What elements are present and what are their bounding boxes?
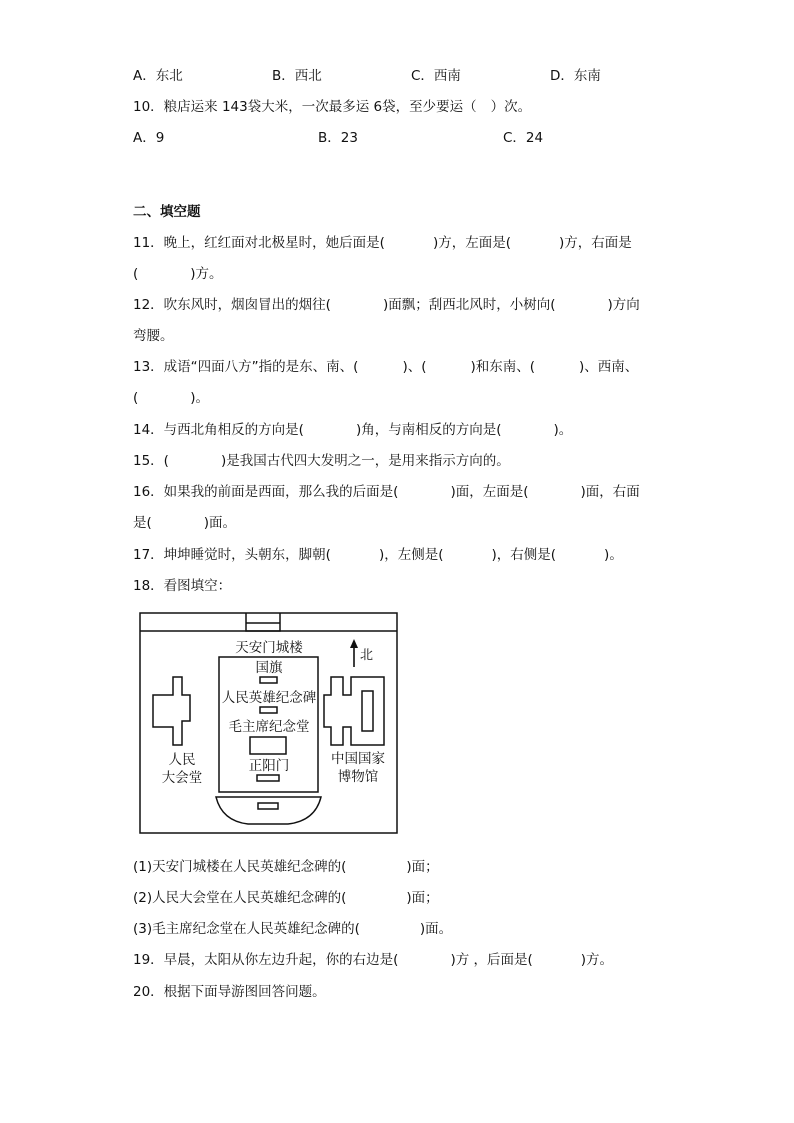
- label-great-hall-line2: 大会堂: [161, 770, 203, 786]
- label-monument: 人民英雄纪念碑: [221, 690, 317, 706]
- flag-marker: [260, 677, 277, 683]
- zhengyangmen-marker: [257, 775, 279, 781]
- museum-building: [324, 677, 384, 745]
- q13-line1: 13．成语“四面八方”指的是东、南、( )、( )和东南、( )、西南、: [133, 359, 639, 375]
- q10-stem: 10．粮店运来 143袋大米，一次最多运 6袋，至少要运（ ）次。: [133, 99, 532, 115]
- q17: 17．坤坤睡觉时，头朝东，脚朝( )，左侧是( )，右侧是( )。: [133, 547, 623, 563]
- q12-line2: 弯腰。: [133, 328, 174, 344]
- label-great-hall-line1: 人民: [168, 752, 196, 768]
- q15: 15．( )是我国古代四大发明之一，是用来指示方向的。: [133, 453, 510, 469]
- q11-line1: 11．晚上，红红面对北极星时，她后面是( )方，左面是( )方，右面是: [133, 235, 632, 251]
- q9-option-c: C．西南: [411, 68, 461, 84]
- label-museum-line2: 博物馆: [337, 769, 379, 785]
- q9-option-d: D．东南: [550, 68, 601, 84]
- label-flag: 国旗: [255, 660, 283, 676]
- south-gate-area: [216, 797, 321, 824]
- q18-sub2: (2)人民大会堂在人民英雄纪念碑的( )面；: [133, 890, 439, 906]
- label-tiananmen: 天安门城楼: [235, 640, 303, 656]
- q16-line2: 是( )面。: [133, 515, 237, 531]
- q14: 14．与西北角相反的方向是( )角，与南相反的方向是( )。: [133, 422, 573, 438]
- q18-stem: 18．看图填空：: [133, 578, 232, 594]
- q13-line2: ( )。: [133, 390, 210, 406]
- label-zhengyangmen: 正阳门: [248, 758, 290, 774]
- q10-option-a: A．9: [133, 130, 165, 146]
- museum-courtyard: [362, 691, 373, 731]
- q16-line1: 16．如果我的前面是西面，那么我的后面是( )面，左面是( )面，右面: [133, 484, 640, 500]
- q11-line2: ( )方。: [133, 266, 223, 282]
- mausoleum-marker: [250, 737, 286, 754]
- q18-sub1: (1)天安门城楼在人民英雄纪念碑的( )面；: [133, 859, 439, 875]
- label-mausoleum: 毛主席纪念堂: [228, 719, 310, 735]
- q9-option-a: A．东北: [133, 68, 183, 84]
- arrow-tower-marker: [258, 803, 278, 809]
- q9-option-b: B．西北: [272, 68, 322, 84]
- q20-stem: 20．根据下面导游图回答问题。: [133, 984, 326, 1000]
- q12-line1: 12．吹东风时，烟囱冒出的烟往( )面飘；刮西北风时，小树向( )方向: [133, 297, 640, 313]
- q10-option-c: C．24: [503, 130, 544, 146]
- label-museum-line1: 中国国家: [331, 751, 385, 767]
- q19: 19．早晨，太阳从你左边升起，你的右边是( )方 ，后面是( )方。: [133, 952, 614, 968]
- q18-sub3: (3)毛主席纪念堂在人民英雄纪念碑的( )面。: [133, 921, 453, 937]
- label-north: 北: [360, 648, 374, 663]
- north-arrow-icon: [350, 639, 358, 648]
- great-hall-building: [153, 677, 190, 745]
- tiananmen-square-map: [138, 611, 400, 837]
- monument-marker: [260, 707, 277, 713]
- q10-option-b: B．23: [318, 130, 358, 146]
- section-title: 二、填空题: [133, 204, 201, 220]
